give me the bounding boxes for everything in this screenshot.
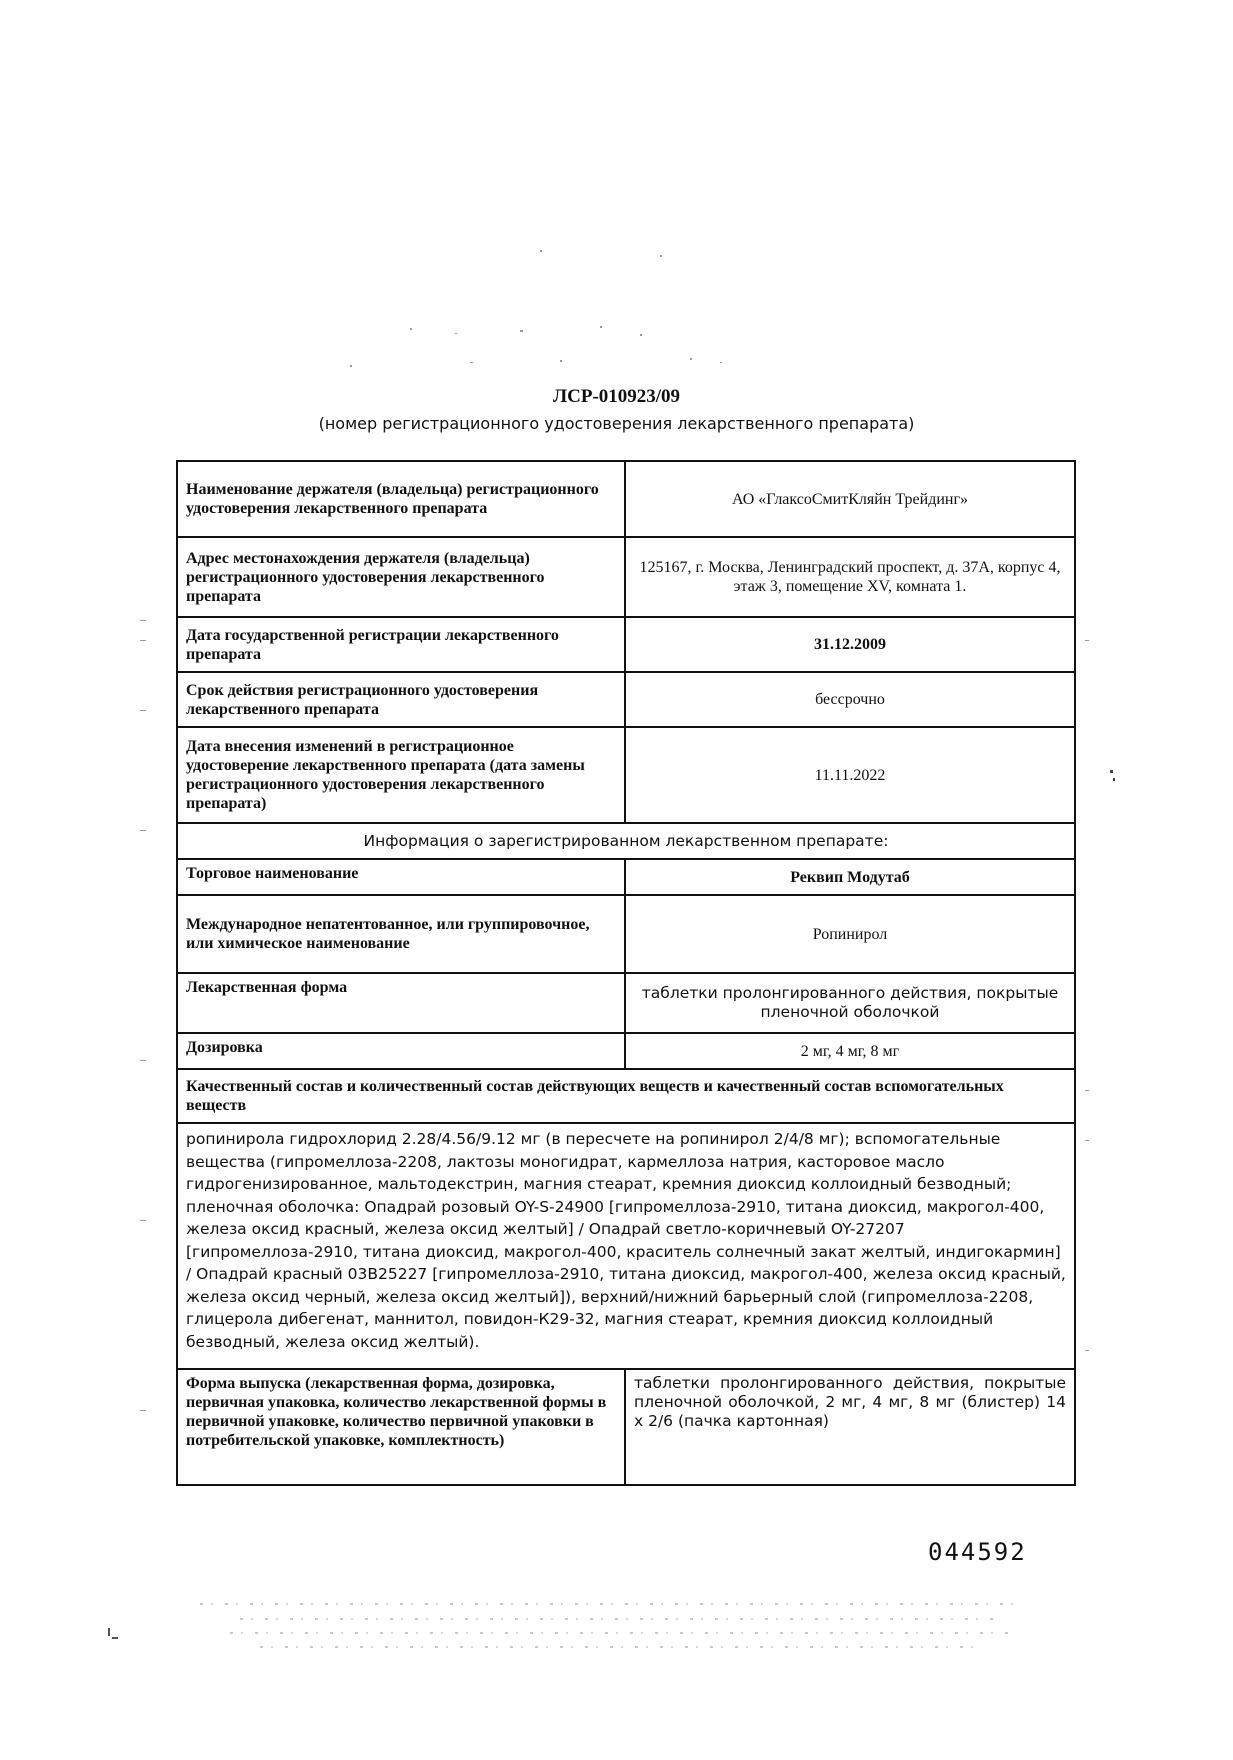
- validity-value: бессрочно: [625, 672, 1075, 727]
- document-code: 044592: [928, 1538, 1027, 1566]
- inn-value: Ропинирол: [625, 895, 1075, 973]
- holder-name-label: Наименование держателя (владельца) регистрационного удостоверения лекарственного препарата: [177, 461, 625, 537]
- table-row: [177, 727, 1075, 823]
- table-row: [177, 973, 1075, 1033]
- table-row: [177, 672, 1075, 727]
- registration-number: ЛСР-010923/09: [552, 386, 681, 407]
- release-form-label: Форма выпуска (лекарственная форма, дозировка, первичная упаковка, количество лекарственной формы в первичной упаковке, количество первичной упаковки в потребительской упаковке, комплектность): [177, 1369, 625, 1485]
- holder-name-value: АО «ГлаксоСмитКляйн Трейдинг»: [625, 461, 1075, 537]
- dosage-form-label: Лекарственная форма: [177, 973, 625, 1033]
- table-row: [177, 461, 1075, 537]
- dosage-value: 2 мг, 4 мг, 8 мг: [625, 1033, 1075, 1069]
- composition-text: ропинирола гидрохлорид 2.28/4.56/9.12 мг (в пересчете на ропинирол 2/4/8 мг); вспомогательные вещества (гипромеллоза-2208, лактозы моногидрат, кармеллоза натрия, касторовое масло гидрогенизированное, мальтодекстрин, магния стеарат, кремния диоксид коллоидный безводный; пленочная оболочка: Опадрай розовый OY-S-24900 [гипромеллоза-2910, титана диоксид, макрогол-400, железа оксид красный, железа оксид желтый] / Опадрай светло-коричневый OY-27207 [гипромеллоза-2910, титана диоксид, макрогол-400, краситель солнечный закат желтый, индигокармин] / Опадрай красный 03B25227 [гипромеллоза-2910, титана диоксид, макрогол-400, железа оксид красный, железа оксид черный, железа оксид желтый]), верхний/нижний барьерный слой (гипромеллоза-2208, глицерола дибегенат, маннитол, повидон-К29-32, магния стеарат, кремния диоксид коллоидный безводный, железа оксид желтый).: [177, 1123, 1075, 1369]
- registration-table: [176, 460, 1076, 1486]
- change-date-label: Дата внесения изменений в регистрационное удостоверение лекарственного препарата (дата замены регистрационного удостоверения лекарственного препарата): [177, 727, 625, 823]
- table-row: [177, 1369, 1075, 1485]
- table-row: [177, 617, 1075, 672]
- table-row: [177, 895, 1075, 973]
- holder-address-label: Адрес местонахождения держателя (владельца) регистрационного удостоверения лекарственного препарата: [177, 537, 625, 617]
- table-row: [177, 1069, 1075, 1123]
- composition-title: Качественный состав и количественный состав действующих веществ и качественный состав вспомогательных веществ: [177, 1069, 1075, 1123]
- dosage-form-value: таблетки пролонгированного действия, покрытые пленочной оболочкой: [625, 973, 1075, 1033]
- holder-address-value: 125167, г. Москва, Ленинградский проспект, д. 37А, корпус 4, этаж 3, помещение XV, комната 1.: [625, 537, 1075, 617]
- table-row: [177, 1033, 1075, 1069]
- registration-date-label: Дата государственной регистрации лекарственного препарата: [177, 617, 625, 672]
- change-date-value: 11.11.2022: [625, 727, 1075, 823]
- dosage-label: Дозировка: [177, 1033, 625, 1069]
- registration-date-value: 31.12.2009: [625, 617, 1075, 672]
- validity-label: Срок действия регистрационного удостоверения лекарственного препарата: [177, 672, 625, 727]
- inn-label: Международное непатентованное, или группировочное, или химическое наименование: [177, 895, 625, 973]
- info-section-title: Информация о зарегистрированном лекарственном препарате:: [177, 823, 1075, 859]
- table-row: [177, 537, 1075, 617]
- table-row: [177, 1123, 1075, 1369]
- table-row: [177, 823, 1075, 859]
- release-form-value: таблетки пролонгированного действия, покрытые пленочной оболочкой, 2 мг, 4 мг, 8 мг (блистер) 14 х 2/6 (пачка картонная): [625, 1369, 1075, 1485]
- trade-name-value: Реквип Модутаб: [625, 859, 1075, 895]
- table-row: [177, 859, 1075, 895]
- registration-number-caption: (номер регистрационного удостоверения лекарственного препарата): [318, 414, 915, 433]
- trade-name-label: Торговое наименование: [177, 859, 625, 895]
